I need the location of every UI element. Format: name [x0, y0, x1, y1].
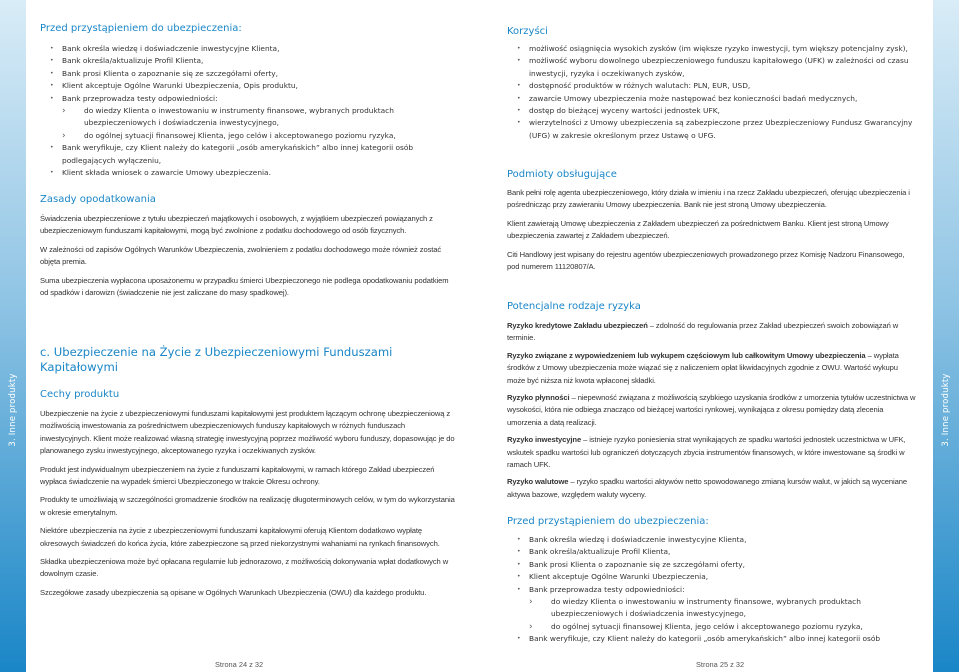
risk-paragraph: [507, 320, 917, 345]
list-item: • dostęp do bieżącej wyceny wartości jednostek UFK,: [507, 105, 917, 117]
features-paragraph: Składka ubezpieczeniowa może być opłacana regularnie lub jednorazowo, z możliwością dokonywania wpłat dodatkowych w dowolnym czasie.: [40, 557, 449, 579]
list-item: • dostępność produktów w różnych walutach: PLN, EUR, USD,: [507, 80, 917, 92]
features-text: [40, 408, 458, 599]
risk-description: – niepewność związana z możliwością szybkiego uzyskania środków z umorzenia tytułów uczestnictwa w wysokości, która nie odbiega znacząco od bieżącej wartości rynkowej, wynikająca z okresu pomiędzy datą zlecenia umorzenia a datą realizacji.: [507, 393, 916, 427]
list-item: • Klient akceptuje Ogólne Warunki Ubezpieczenia, Opis produktu,: [40, 80, 458, 92]
list-item: • Bank określa/aktualizuje Profil Klienta,: [40, 55, 458, 67]
sub-list-item: › do ogólnej sytuacji finansowej Klienta, jego celów i akceptowanego poziomu ryzyka,: [62, 130, 458, 142]
taxation-paragraph: W zależności od zapisów Ogólnych Warunków Ubezpieczenia, zwolnieniem z podatku dochodowego może również zostać objęta premia.: [40, 244, 442, 267]
list-item: • Bank określa wiedzę i doświadczenie inwestycyjne Klienta,: [40, 43, 458, 55]
risk-paragraph: [507, 434, 917, 471]
list-item: • Klient składa wniosek o zawarcie Umowy ubezpieczenia.: [40, 167, 458, 179]
risk-term: Ryzyko walutowe: [507, 477, 569, 487]
section-title-before-insurance: Przed przystąpieniem do ubezpieczenia:: [507, 516, 709, 527]
chapter-title: c. Ubezpieczenie na Życie z Ubezpieczeniowymi Funduszami Kapitałowymi: [40, 345, 393, 374]
features-paragraph: Niektóre ubezpieczenia na życie z ubezpieczeniowymi funduszami kapitałowymi oferują Klientom dodatkowo wypłatę okresowych świadczeń do końca życia, które zabezpieczone są przed niekorzystnymi wahaniami na rynkach finansowych.: [40, 526, 440, 548]
risk-description: – istnieje ryzyko poniesienia strat wynikających ze spadku wartości jednostek uczestnictwa w UFK, wskutek spadku wartości lub ograniczeń dotyczących zbycia instrumentów finansowych, w które inwestowane są środki w ramach UFK.: [507, 435, 906, 470]
risk-term: Ryzyko inwestycyjne: [507, 435, 582, 445]
features-paragraph: Szczegółowe zasady ubezpieczenia są opisane w Ogólnych Warunkach Ubezpieczenia (OWU) dla każdego produktu.: [40, 587, 427, 597]
risk-paragraph: [507, 392, 917, 429]
list-item: • Bank weryfikuje, czy Klient należy do kategorii „osób amerykańskich” albo innej kategorii osób podlegających wyłączeniu,: [40, 142, 458, 167]
risks-text: [507, 320, 917, 501]
section-title-before-insurance: Przed przystąpieniem do ubezpieczenia:: [40, 23, 242, 34]
entities-text: [507, 187, 917, 273]
chapter-side-tab: [933, 0, 959, 672]
list-item: • możliwość osiągnięcia wysokich zysków (im większe ryzyko inwestycji, tym większy potencjalny zysk),: [507, 43, 917, 55]
side-tab-label: 3. Inne produkty: [941, 373, 951, 447]
section-title-risks: Potencjalne rodzaje ryzyka: [507, 301, 641, 312]
list-item: • zawarcie Umowy ubezpieczenia może następować bez konieczności badań medycznych,: [507, 93, 917, 105]
side-tab-gradient: [0, 0, 26, 672]
risk-paragraph: [507, 476, 917, 501]
taxation-text: [40, 213, 458, 299]
features-paragraph: Produkty te umożliwiają w szczególności gromadzenie środków na realizację długoterminowych celów, w tym do wykorzystania w okresie emerytalnym.: [40, 495, 455, 517]
section-title-features: Cechy produktu: [40, 389, 120, 400]
entities-paragraph: Klient zawierają Umowę ubezpieczenia z Zakładem ubezpieczeń za pośrednictwem Banku. Klient jest stroną Umowy ubezpieczenia zawartej z Zakładem ubezpieczeń.: [507, 218, 889, 241]
page-number: Strona 25 z 32: [696, 660, 745, 669]
left-page: [0, 0, 479, 672]
side-tab-label: 3. Inne produkty: [8, 373, 18, 447]
chapter-side-tab: [0, 0, 26, 672]
entities-paragraph: Citi Handlowy jest wpisany do rejestru agentów ubezpieczeniowych prowadzonego przez Komisję Nadzoru Finansowego, pod numerem 11120807/A.: [507, 249, 905, 272]
risk-description: – wypłata środków z Umowy ubezpieczenia może wiązać się z naliczeniem opłat likwidacyjnych zgodnie z OWU. Wartość wykupu może być niższa niż kwota wpłaconej składki.: [507, 350, 899, 385]
risk-term: Ryzyko związane z wypowiedzeniem lub wykupem częściowym lub całkowitym Umowy ubezpieczenia: [507, 350, 866, 360]
benefits-list: [507, 43, 917, 142]
list-item: • Bank weryfikuje, czy Klient należy do kategorii „osób amerykańskich” albo innej kategorii osób: [507, 633, 917, 645]
list-item: • Bank określa wiedzę i doświadczenie inwestycyjne Klienta,: [507, 534, 917, 546]
list-item: • Klient akceptuje Ogólne Warunki Ubezpieczenia,: [507, 571, 917, 583]
side-tab-gradient: [933, 0, 959, 672]
list-item: • Bank prosi Klienta o zapoznanie się ze szczegółami oferty,: [507, 559, 917, 571]
sub-list-item: › do ogólnej sytuacji finansowej Klienta, jego celów i akceptowanego poziomu ryzyka,: [529, 621, 917, 633]
risk-term: Ryzyko płynności: [507, 393, 570, 403]
right-page: [480, 0, 959, 672]
section-title-benefits: Korzyści: [507, 26, 548, 37]
page-number: Strona 24 z 32: [215, 660, 264, 669]
taxation-paragraph: Świadczenia ubezpieczeniowe z tytułu ubezpieczeń majątkowych i osobowych, z wyjątkiem ubezpieczeń powiązanych z ubezpieczeniowym funduszami kapitałowymi, mogą być zwolnione z podatku dochodowego od osób fizycznych.: [40, 214, 433, 236]
list-item: • Bank określa/aktualizuje Profil Klienta,: [507, 546, 917, 558]
entities-paragraph: Bank pełni rolę agenta ubezpieczeniowego, który działa w imieniu i na rzecz Zakładu ubezpieczeń, oferując ubezpieczenia i pośrednicząc przy zawieraniu Umowy ubezpieczenia. Bank nie jest stroną Umowy ubezpieczenia.: [507, 188, 910, 210]
list-item: • Bank przeprowadza testy odpowiedniości:: [507, 584, 917, 596]
section-title-entities: Podmioty obsługujące: [507, 169, 617, 180]
list-item: • wierzytelności z Umowy ubezpieczenia są zabezpieczone przez Ubezpieczeniowy Fundusz Gwarancyjny (UFG) w zakresie określonym przez Ustawę o UFG.: [507, 117, 917, 142]
before-insurance-list: [40, 43, 458, 179]
before-insurance-list: [507, 534, 917, 646]
sub-list-item: › do wiedzy Klienta o inwestowaniu w instrumenty finansowe, wybranych produktach ubezpieczeniowych i doświadczenia inwestycyjnego,: [62, 105, 458, 130]
sub-list-item: › do wiedzy Klienta o inwestowaniu w instrumenty finansowe, wybranych produktach ubezpieczeniowych i doświadczenia inwestycyjnego,: [529, 596, 917, 621]
risk-description: – zdolność do regulowania przez Zakład ubezpieczeń swoich zobowiązań w terminie.: [507, 321, 899, 343]
list-item: • Bank prosi Klienta o zapoznanie się ze szczegółami oferty,: [40, 68, 458, 80]
risk-paragraph: [507, 350, 917, 387]
list-item: • możliwość wyboru dowolnego ubezpieczeniowego funduszu kapitałowego (UFK) w zależności od czasu inwestycji, ryzyka i oczekiwanych zysków,: [507, 55, 917, 80]
section-title-taxation: Zasady opodatkowania: [40, 194, 156, 205]
features-paragraph: Ubezpieczenie na życie z ubezpieczeniowymi funduszami kapitałowymi jest produktem łączącym ochronę ubezpieczeniową z możliwością inwestowania za pośrednictwem ubezpieczeniowych funduszy kapitałowych w różnych funduszach inwestycyjnych. Klient może realizować własną strategię inwestycyjną poprzez możliwość wyboru funduszy, dopasowując je do planowanego zysku inwestycyjnego, akceptowanego ryzyka i oczekiwanych zysków.: [40, 409, 455, 456]
features-paragraph: Produkt jest indywidualnym ubezpieczeniem na życie z funduszami kapitałowymi, w ramach którego Zakład ubezpieczeń wypłaca świadczenie na wypadek śmierci Ubezpieczonego w trakcie Okresu ochrony.: [40, 464, 435, 487]
taxation-paragraph: Suma ubezpieczenia wypłacona uposażonemu w przypadku śmierci Ubezpieczonego nie podlega opodatkowaniu podatkiem od spadków i darowizn (świadczenie nie jest zaliczane do masy spadkowej).: [40, 275, 449, 298]
risk-term: Ryzyko kredytowe Zakładu ubezpieczeń: [507, 321, 648, 330]
list-item: • Bank przeprowadza testy odpowiedniości:: [40, 93, 458, 105]
risk-description: – ryzyko spadku wartości aktywów netto spowodowanego zmianą kursów walut, w jakich są wyceniane aktywa bazowe, względem waluty wyceny.: [507, 477, 907, 499]
